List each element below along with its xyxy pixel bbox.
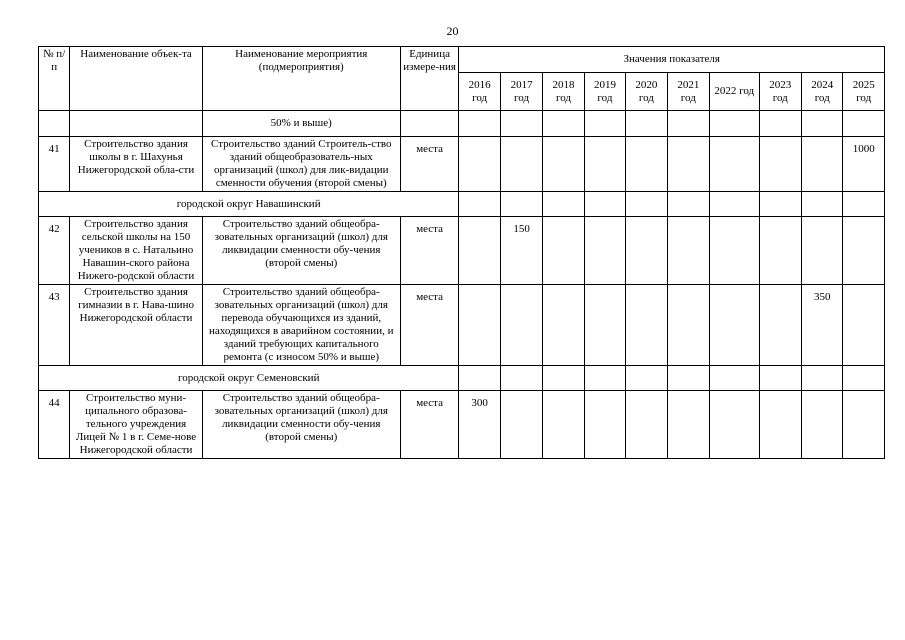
continuation-measure: 50% и выше) <box>202 111 400 137</box>
table-row <box>39 137 885 192</box>
row-number: 42 <box>39 217 70 285</box>
value-cell: 150 <box>500 217 542 285</box>
header-year: 2025 год <box>843 73 885 111</box>
value-cell <box>626 285 667 366</box>
section-row <box>39 192 885 217</box>
header-year: 2022 год <box>710 73 760 111</box>
row-number: 43 <box>39 285 70 366</box>
value-cell <box>843 217 885 285</box>
unit-cell: места <box>400 391 459 459</box>
value-cell <box>843 391 885 459</box>
value-cell <box>759 391 801 459</box>
value-cell <box>801 137 842 192</box>
header-year: 2017 год <box>500 73 542 111</box>
value-cell <box>710 391 760 459</box>
header-object: Наименование объек-та <box>70 47 202 111</box>
header-year: 2016 год <box>459 73 500 111</box>
value-cell <box>667 217 709 285</box>
measure-name: Строительство зданий общеобра-зовательных организаций (школ) для ликвидации сменности обу-чения (второй смены) <box>202 217 400 285</box>
value-cell: 1000 <box>843 137 885 192</box>
table-row <box>39 285 885 366</box>
header-year: 2023 год <box>759 73 801 111</box>
page-number: 20 <box>446 24 459 38</box>
measure-name: Строительство зданий общеобра-зовательных организаций (школ) для ликвидации сменности обу-чения (второй смены) <box>202 391 400 459</box>
object-name: Строительство здания школы в г. Шахунья Нижегородской обла-сти <box>70 137 202 192</box>
value-cell <box>543 285 584 366</box>
row-number: 41 <box>39 137 70 192</box>
value-cell <box>543 137 584 192</box>
value-cell <box>459 285 500 366</box>
value-cell <box>801 217 842 285</box>
section-title: городской округ Семеновский <box>39 366 459 391</box>
value-cell <box>626 391 667 459</box>
header-year: 2018 год <box>543 73 584 111</box>
object-name: Строительство здания гимназии в г. Нава-шино Нижегородской области <box>70 285 202 366</box>
header-year: 2024 год <box>801 73 842 111</box>
header-measure: Наименование мероприятия (подмероприятия) <box>202 47 400 111</box>
value-cell <box>500 137 542 192</box>
header-unit: Единица измере-ния <box>400 47 459 111</box>
table-row <box>39 391 885 459</box>
measure-name: Строительство зданий Строитель-ство зданий общеобразователь-ных организаций (школ) для лик-видации сменности обучения (второй смены) <box>202 137 400 192</box>
value-cell <box>584 217 625 285</box>
row-number: 44 <box>39 391 70 459</box>
header-values: Значения показателя <box>459 47 885 73</box>
measure-name: Строительство зданий общеобра-зовательных организаций (школ) для перевода обучающихся из зданий, находящихся в аварийном состоянии, и зданий требующих капитального ремонта (с износом 50% и выше) <box>202 285 400 366</box>
value-cell <box>500 285 542 366</box>
value-cell: 350 <box>801 285 842 366</box>
value-cell <box>759 285 801 366</box>
section-row <box>39 366 885 391</box>
value-cell <box>759 137 801 192</box>
value-cell <box>667 391 709 459</box>
value-cell <box>843 285 885 366</box>
value-cell <box>500 391 542 459</box>
value-cell <box>459 137 500 192</box>
value-cell <box>584 285 625 366</box>
value-cell <box>759 217 801 285</box>
header-num: № п/п <box>39 47 70 111</box>
value-cell <box>459 217 500 285</box>
table-row <box>39 217 885 285</box>
value-cell <box>710 137 760 192</box>
value-cell <box>801 391 842 459</box>
value-cell <box>584 391 625 459</box>
continuation-row <box>39 111 885 137</box>
section-title: городской округ Навашинский <box>39 192 459 217</box>
value-cell <box>667 137 709 192</box>
value-cell <box>626 137 667 192</box>
header-year: 2019 год <box>584 73 625 111</box>
unit-cell: места <box>400 137 459 192</box>
value-cell <box>667 285 709 366</box>
unit-cell: места <box>400 217 459 285</box>
indicator-table <box>38 46 885 459</box>
value-cell <box>584 137 625 192</box>
header-year: 2021 год <box>667 73 709 111</box>
value-cell <box>710 217 760 285</box>
value-cell <box>710 285 760 366</box>
value-cell <box>543 217 584 285</box>
object-name: Строительство муни-ципального образова-тельного учреждения Лицей № 1 в г. Семе-нове Нижегородской области <box>70 391 202 459</box>
unit-cell: места <box>400 285 459 366</box>
header-year: 2020 год <box>626 73 667 111</box>
value-cell: 300 <box>459 391 500 459</box>
object-name: Строительство здания сельской школы на 150 учеников в с. Натальино Навашин-ского района Нижего-родской области <box>70 217 202 285</box>
value-cell <box>543 391 584 459</box>
value-cell <box>626 217 667 285</box>
